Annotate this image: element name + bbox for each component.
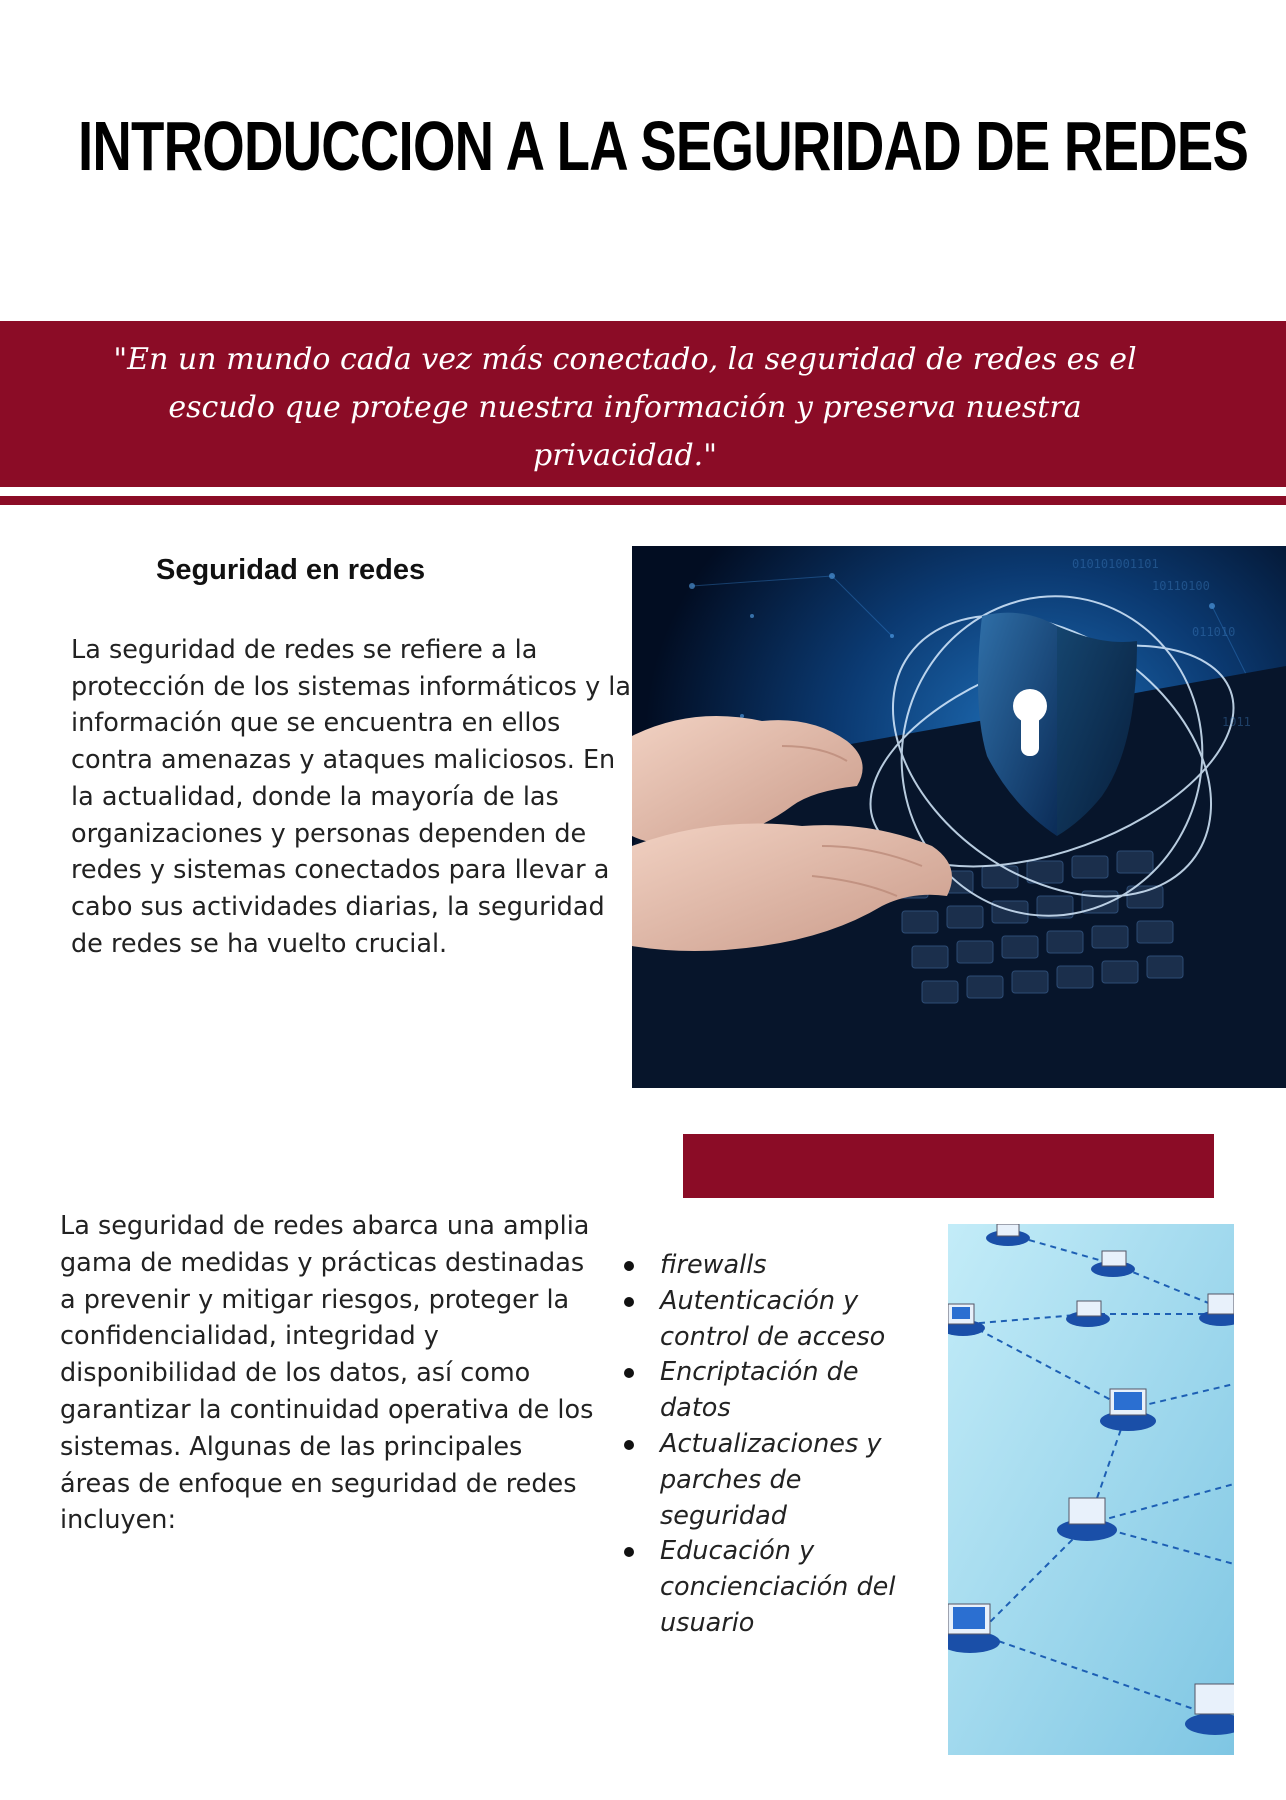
list-item: Educación y concienciación del usuario xyxy=(620,1534,920,1641)
bullet-icon xyxy=(624,1261,634,1271)
section-heading: Seguridad en redes xyxy=(156,554,426,586)
bullet-icon xyxy=(624,1297,634,1307)
quote-divider xyxy=(0,496,1286,505)
svg-text:011010: 011010 xyxy=(1192,625,1236,639)
list-item: Autenticación y control de acceso xyxy=(620,1284,920,1356)
network-illustration xyxy=(948,1224,1234,1755)
bullet-icon xyxy=(624,1368,634,1378)
section-intro-paragraph: La seguridad de redes se refiere a la protección de los sistemas informáticos y la información que se encuentra en ellos contra amenazas y ataques maliciosos. En la actualidad, donde la mayoría de las organizaciones y personas dependen de redes y sistemas conectados para llevar a cabo sus actividades diarias, la seguridad de redes se ha vuelto crucial. xyxy=(71,635,631,959)
network-image xyxy=(948,1224,1234,1755)
list-item: firewalls xyxy=(620,1248,920,1284)
bullet-icon xyxy=(624,1547,634,1557)
list-item: Encriptación de datos xyxy=(620,1355,920,1427)
section-accent-bar xyxy=(683,1134,1214,1198)
svg-text:010101001101: 010101001101 xyxy=(1072,557,1159,571)
focus-areas-list xyxy=(620,1248,920,1642)
page-title: INTRODUCCION A LA SEGURIDAD DE REDES xyxy=(78,107,1249,185)
hero-image xyxy=(632,546,1286,1088)
bullet-icon xyxy=(624,1440,634,1450)
svg-text:10110100: 10110100 xyxy=(1152,579,1210,593)
section-detail-paragraph: La seguridad de redes abarca una amplia gama de medidas y prácticas destinadas a prevenir y mitigar riesgos, proteger la confidencialidad, integridad y disponibilidad de los datos, así como garantizar la continuidad operativa de los sistemas. Algunas de las principales áreas de enfoque en seguridad de redes incluyen: xyxy=(60,1211,594,1536)
quote-text: "En un mundo cada vez más conectado, la seguridad de redes es el escudo que protege nuestra información y preserva nuestra privacidad." xyxy=(113,342,1137,473)
svg-text:1011: 1011 xyxy=(1222,715,1251,729)
hero-illustration xyxy=(632,546,1286,1088)
list-item: Actualizaciones y parches de seguridad xyxy=(620,1427,920,1534)
